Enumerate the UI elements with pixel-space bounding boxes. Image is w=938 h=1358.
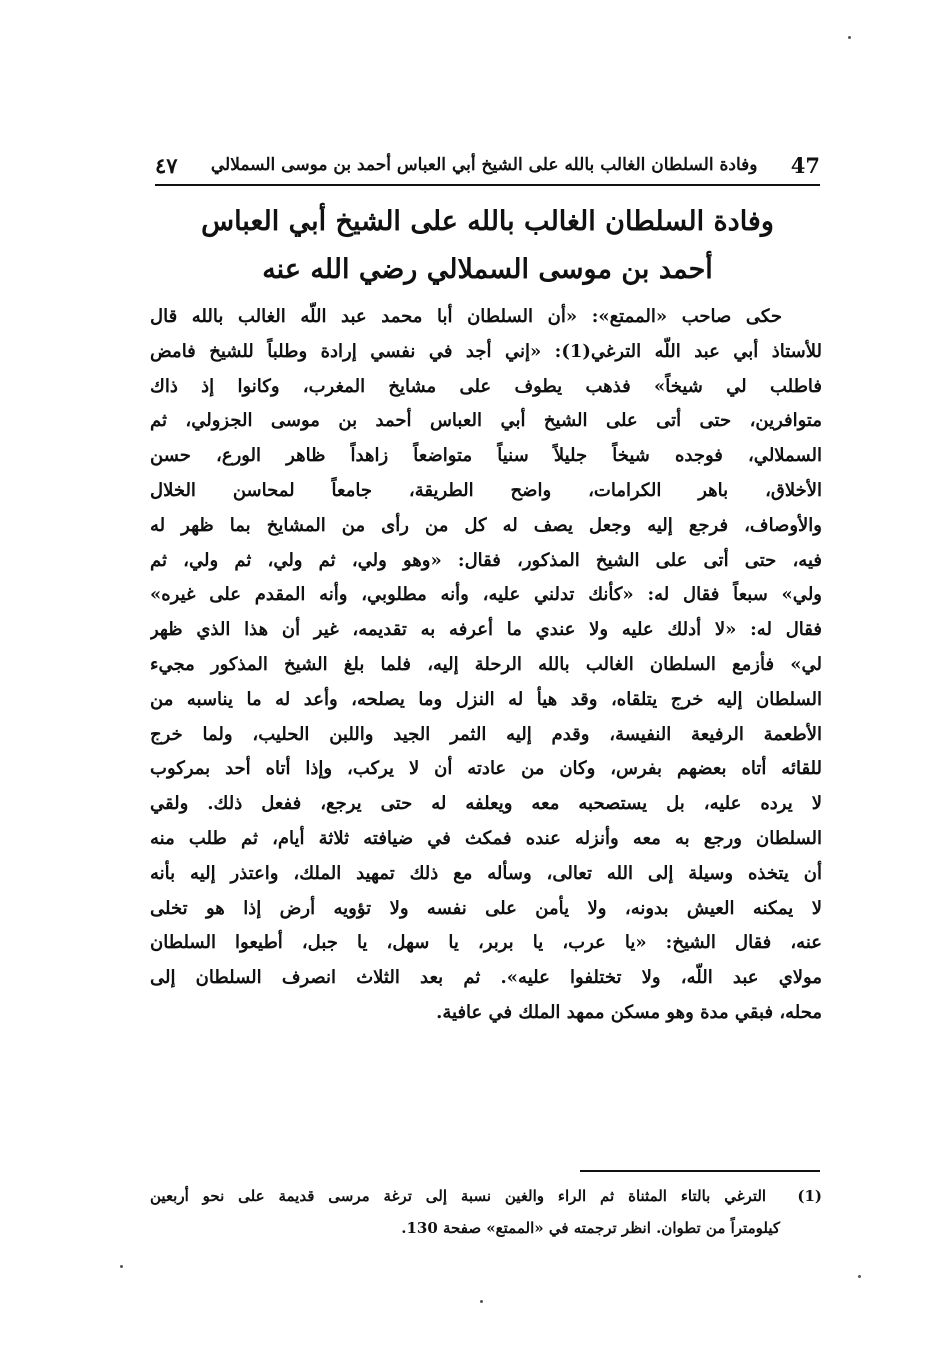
body-line: حكى صاحب «الممتع»: «أن السلطان أبا محمد عبد اللّه الغالب بالله قال	[150, 306, 782, 327]
chapter-title-line: وفادة السلطان الغالب بالله على الشيخ أبي العباس	[201, 206, 774, 237]
footnote-line	[150, 1180, 822, 1212]
body-line: فاطلب لي شيخاً» فذهب يطوف على مشايخ المغرب، وكانوا إذ ذاك	[150, 375, 822, 397]
page-number-western: 47	[790, 152, 820, 178]
body-line: لي» فأزمع السلطان الغالب بالله الرحلة إليه، فلما بلغ الشيخ المذكور مجيء	[150, 653, 822, 675]
body-line: السلطان إليه خرج يتلقاه، وقد هيأ له النزل وما يصلحه، وأعد له ما يناسبه من	[150, 688, 822, 710]
scan-speck	[480, 1300, 483, 1303]
body-line: فيه، حتى أتى على الشيخ المذكور، فقال: «وهو ولي، ثم ولي، ثم ولي، ثم	[150, 549, 822, 571]
body-text	[150, 300, 822, 1031]
page-number-arabic: ٤٧	[155, 152, 178, 178]
body-line: أن يتخذه وسيلة إلى الله تعالى، وسأله مع ذلك تمهيد الملك، واعتذر إليه بأنه	[150, 862, 822, 884]
body-line: متوافرين، حتى أتى على الشيخ أبي العباس أحمد بن موسى الجزولي، ثم	[150, 410, 822, 432]
scan-speck	[120, 1265, 123, 1268]
footnote-line: كيلومتراً من تطوان. انظر ترجمته في «الممتع» صفحة 130.	[401, 1219, 780, 1237]
running-header	[155, 148, 820, 182]
footnote-marker: (1)	[797, 1187, 822, 1205]
body-line: لا يمكنه العيش بدونه، ولا يأمن على نفسه ولا تؤويه أرض إذا هو تخلى	[150, 897, 822, 919]
footnote-rule	[580, 1170, 820, 1172]
body-line: للقائه أتاه بعضهم بفرس، وكان من عادته أن لا يركب، وإذا أتاه أحد بمركوب	[150, 758, 822, 780]
chapter-title	[155, 198, 820, 294]
body-line: عنه، فقال الشيخ: «يا عرب، يا بربر، يا سهل، يا جبل، أطيعوا السلطان	[150, 932, 822, 954]
body-line: ولي» سبعاً فقال له: «كأنك تدلني عليه، وأنه مطلوبي، وأنه المقدم على غيره»	[150, 584, 822, 606]
body-line: الأخلاق، باهر الكرامات، واضح الطريقة، جامعاً لمحاسن الخلال	[150, 479, 822, 501]
scan-speck	[848, 36, 851, 39]
body-line: لا يرده عليه، بل يستصحبه معه ويعلفه له حتى يرجع، ففعل ذلك. ولقي	[150, 793, 822, 815]
body-line: فقال له: «لا أدلك عليه ولا عندي ما أعرفه به تقديمه، غير أن هذا الذي ظهر	[150, 619, 822, 641]
header-rule	[155, 184, 820, 186]
body-line: للأستاذ أبي عبد اللّه الترغي(1): «إني أجد في نفسي إرادة وطلباً للشيخ فامض	[150, 340, 822, 362]
running-header-title: وفادة السلطان الغالب بالله على الشيخ أبي العباس أحمد بن موسى السملالي	[210, 155, 758, 175]
body-line: السملالي، فوجده شيخاً جليلاً سنياً متواضعاً زاهداً ظاهر الورع، حسن	[150, 445, 822, 467]
footnote-text: الترغي بالتاء المثناة ثم الراء والغين نسبة إلى ترغة مرسى قديمة على نحو أربعين	[150, 1187, 767, 1205]
scan-speck	[858, 1275, 861, 1278]
body-line: مولاي عبد اللّه، ولا تختلفوا عليه». ثم بعد الثلاث انصرف السلطان إلى	[150, 967, 822, 989]
body-line: السلطان ورجع به معه وأنزله عنده فمكث في ضيافته ثلاثة أيام، ثم طلب منه	[150, 827, 822, 849]
body-line: محله، فبقي مدة وهو مسكن ممهد الملك في عافية.	[436, 1001, 822, 1023]
body-line: الأطعمة الرفيعة النفيسة، وقدم إليه الثمر الجيد واللبن الحليب، ولما خرج	[150, 723, 822, 745]
footnote	[150, 1180, 822, 1244]
body-line: والأوصاف، فرجع إليه وجعل يصف له كل من رأى من المشايخ بما ظهر له	[150, 514, 822, 536]
chapter-title-line: أحمد بن موسى السملالي رضي الله عنه	[262, 254, 713, 285]
